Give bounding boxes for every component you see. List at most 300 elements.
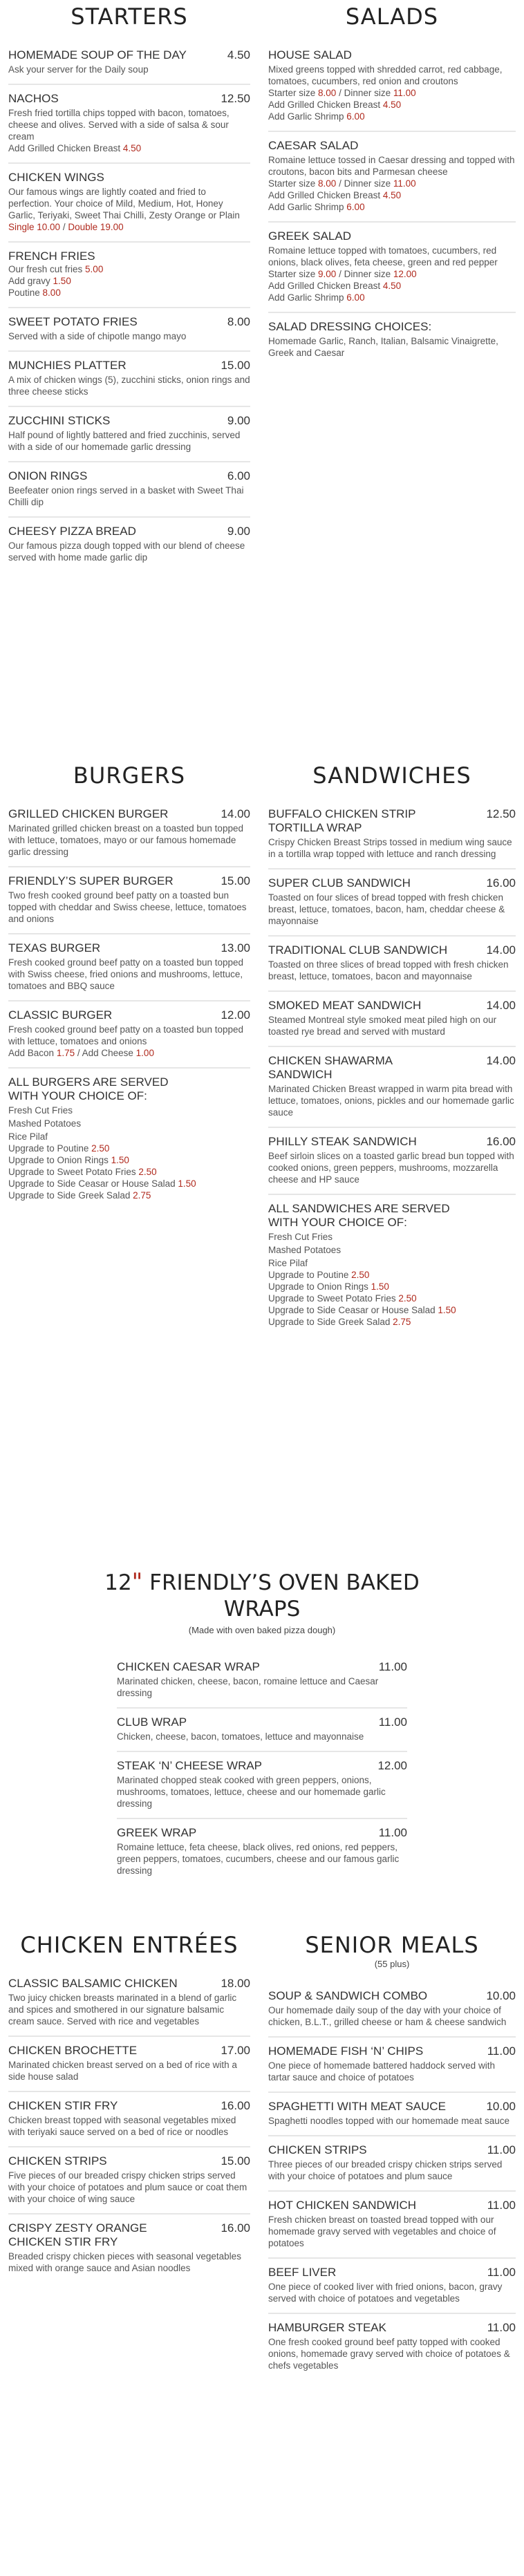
item-name: BUFFALO CHICKEN STRIP TORTILLA WRAP [268,807,416,834]
menu-item [8,518,250,572]
item-head [117,1660,407,1674]
item-description: Marinated grilled chicken breast on a toasted bun topped with lettuce, tomatoes, mayo or our famous homemade garlic dressing [8,823,243,857]
item-name: CHICKEN STRIPS [8,2154,107,2168]
item-name: CRISPY ZESTY ORANGE CHICKEN STIR FRY [8,2221,147,2248]
option-label: Double [68,222,100,232]
item-list [8,1970,250,2282]
option-label: Dinner size [344,88,393,98]
item-price: 11.00 [487,2266,516,2279]
option-price: 6.00 [346,292,365,303]
burgers-section [8,759,250,1336]
item-name: HOMEMADE SOUP OF THE DAY [8,48,187,62]
item-description: Marinated chicken, cheese, bacon, romaine lettuce and Caesar dressing [117,1676,379,1698]
item-head [268,2199,516,2212]
item-price: 12.00 [377,1759,407,1772]
option-separator: / [336,269,344,279]
item-option [268,292,516,303]
item-description: Marinated Chicken Breast wrapped in warm pita bread with lettuce, tomatoes, onions, pickles and our homemade garlic sauce [268,1084,514,1118]
item-name: ZUCCHINI STICKS [8,414,111,427]
item-price: 11.00 [378,1826,407,1839]
option-label: Add gravy [8,276,53,286]
item-name: NACHOS [8,92,59,105]
item-list [268,1982,516,2380]
menu-item [8,85,250,164]
item-head [8,414,250,428]
item-option [8,221,250,233]
item-name: CHICKEN STIR FRY [8,2099,118,2112]
menu-item [268,41,516,132]
option-price: 1.50 [53,276,71,286]
option-label: Dinner size [344,178,393,189]
starters-section [8,0,250,572]
item-name: ALL BURGERS ARE SERVED WITH YOUR CHOICE OF: [8,1075,169,1102]
item-name: SALAD DRESSING CHOICES: [268,320,432,333]
menu-item [8,800,250,867]
item-name: HAMBURGER STEAK [268,2321,386,2334]
item-name: CHICKEN CAESAR WRAP [117,1660,260,1673]
option-label: Add Garlic Shrimp [268,202,347,212]
option-price: 4.50 [382,100,402,110]
item-description: Fresh cooked ground beef patty on a toasted bun topped with lettuce, tomatoes and onions [8,1024,243,1046]
section-subtitle: (55 plus) [374,1959,410,1969]
item-price: 16.00 [486,1135,516,1148]
item-head [268,1989,516,2003]
menu-item [117,1709,407,1752]
item-name: CHICKEN STRIPS [268,2143,367,2156]
option-label: Upgrade to Poutine [8,1143,92,1154]
section-title: SALADS [345,3,439,30]
item-description: Homemade Garlic, Ranch, Italian, Balsamic Vinaigrette, Greek and Caesar [268,336,498,358]
section-title: CHICKEN ENTRÉES [20,1932,238,1958]
sandwiches-section [268,759,516,1336]
item-price: 16.00 [221,2099,250,2112]
item-head [8,469,250,483]
item-name: CLASSIC BURGER [8,1008,113,1022]
wraps-title-line2: WRAPS [223,1597,301,1621]
item-option [8,263,250,275]
option-label: Add Garlic Shrimp [268,111,347,122]
option-price: 2.50 [138,1167,157,1177]
menu-item [268,937,516,992]
item-head [268,876,516,890]
item-head [8,2044,250,2058]
inch-mark: " [131,1568,143,1596]
option-label: Upgrade to Sweet Potato Fries [268,1293,399,1304]
item-description: Fresh cooked ground beef patty on a toasted bun topped with Swiss cheese, fried onions and mushrooms, lettuce, tomatoes and BBQ sauce [8,957,243,991]
item-option [8,1166,250,1178]
option-price: 2.75 [133,1190,151,1201]
option-price: 4.50 [122,143,142,153]
item-description: Our famous wings are lightly coated and fried to perfection. Your choice of Mild, Medium, Hot, Honey Garlic, Teriyaki, Sweet Thai Chilli, Zesty Orange or Plain [8,187,240,220]
wraps-subtitle: (Made with oven baked pizza dough) [188,1625,336,1635]
item-head [8,2221,250,2249]
option-label: Add Cheese [82,1048,136,1058]
option-price: 6.00 [346,111,365,122]
item-description: Spaghetti noodles topped with our homemade meat sauce [268,2116,509,2126]
menu-item [268,132,516,223]
option-label: Upgrade to Side Ceasar or House Salad [268,1305,438,1315]
option-separator: / [60,222,68,232]
item-option [268,1304,516,1316]
band-wraps [0,1569,524,1885]
menu-item [268,869,516,937]
item-head [8,48,250,62]
option-label: Dinner size [344,269,393,279]
item-price: 11.00 [487,2143,516,2156]
option-separator: / [75,1048,82,1058]
option-price: 12.00 [393,269,417,279]
item-description: Fresh Cut Fries [8,1105,73,1116]
item-name: TRADITIONAL CLUB SANDWICH [268,943,448,957]
menu-item [8,1970,250,2037]
item-option [8,1178,250,1190]
item-description: Chicken, cheese, bacon, tomatoes, lettuce and mayonnaise [117,1731,364,1742]
item-description: One fresh cooked ground beef patty topped with cooked onions, homemade gravy served with choice of potatoes & chefs vegetables [268,2337,510,2371]
item-head [268,807,516,835]
item-head [268,999,516,1013]
item-name: GREEK WRAP [117,1826,197,1839]
item-option [268,1292,516,1304]
item-name: CAESAR SALAD [268,139,359,152]
item-head [268,48,516,62]
item-price: 11.00 [487,2044,516,2058]
option-price: 2.50 [398,1293,417,1304]
item-description: Fresh chicken breast on toasted bread topped with our homemade gravy served with vegetables and choice of potatoes [268,2215,496,2248]
item-price: 11.00 [487,2199,516,2212]
item-name: SMOKED MEAT SANDWICH [268,999,422,1012]
item-list [8,41,250,572]
item-description: Rice Pilaf [8,1131,48,1142]
item-price: 18.00 [221,1977,250,1990]
option-label: Upgrade to Side Greek Salad [8,1190,133,1201]
item-price: 12.50 [486,807,516,820]
item-head [268,320,516,334]
item-description: Half pound of lightly battered and fried zucchinis, served with a side of our homemade garlic dressing [8,430,241,452]
item-name: HOT CHICKEN SANDWICH [268,2199,417,2212]
option-price: 1.50 [178,1178,196,1189]
option-label: Starter size [268,178,319,189]
item-name: CHEESY PIZZA BREAD [8,525,136,538]
item-name: SPAGHETTI WITH MEAT SAUCE [268,2100,446,2113]
item-name: CHICKEN SHAWARMA SANDWICH [268,1054,393,1081]
item-option [268,178,516,189]
item-description: A mix of chicken wings (5), zucchini sticks, onion rings and three cheese sticks [8,375,250,397]
section-title: SENIOR MEALS [305,1932,479,1958]
item-option [8,275,250,287]
item-head [268,2143,516,2157]
item-name: MUNCHIES PLATTER [8,359,127,372]
option-label: Upgrade to Onion Rings [268,1281,371,1292]
item-name: ONION RINGS [8,469,88,482]
option-label: Upgrade to Side Greek Salad [268,1317,393,1327]
option-label: Starter size [268,269,319,279]
option-price: 1.50 [111,1155,129,1165]
item-description: Breaded crispy chicken pieces with seasonal vegetables mixed with orange sauce and Asian noodles [8,2251,241,2273]
menu-item [8,2037,250,2092]
option-label: Add Grilled Chicken Breast [268,190,383,200]
menu-item [117,1819,407,1885]
menu-item [268,992,516,1047]
item-price: 16.00 [486,876,516,890]
item-name: BEEF LIVER [268,2266,337,2279]
item-description: Crispy Chicken Breast Strips tossed in medium wing sauce in a tortilla wrap topped with lettuce and ranch dressing [268,837,512,859]
option-label: Add Grilled Chicken Breast [8,143,123,153]
item-description: Rice Pilaf [268,1258,308,1268]
item-head [8,2154,250,2168]
section-title: BURGERS [73,762,186,789]
item-option [268,280,516,292]
menu-item [8,2092,250,2147]
option-label: Upgrade to Onion Rings [8,1155,111,1165]
item-option [268,1269,516,1281]
menu-item [117,1752,407,1819]
item-head [8,1977,250,1991]
section-title: SANDWICHES [312,762,471,789]
item-option [268,111,516,122]
item-description: Steamed Montreal style smoked meat piled high on our toasted rye bread and served with mustard [268,1015,497,1037]
option-price: 1.75 [56,1048,75,1058]
item-head [8,941,250,955]
option-price: 8.00 [318,88,337,98]
item-description: Our famous pizza dough topped with our blend of cheese served with home made garlic dip [8,540,245,563]
item-head [8,874,250,888]
menu-item [268,2314,516,2380]
menu-item [268,2093,516,2136]
item-description: Marinated chopped steak cooked with green peppers, onions, mushrooms, tomatoes, lettuce, cheese and our homemade garlic dressing [117,1775,386,1809]
item-list [117,1653,407,1885]
item-head [268,1135,516,1149]
option-label: Upgrade to Sweet Potato Fries [8,1167,139,1177]
item-price: 16.00 [221,2221,250,2235]
item-name: STEAK ‘N’ CHEESE WRAP [117,1759,263,1772]
item-head [8,250,250,263]
item-price: 14.00 [221,807,250,820]
item-price: 10.00 [486,1989,516,2002]
salads-section [268,0,516,572]
item-price: 14.00 [486,999,516,1012]
menu-item [8,308,250,352]
item-head [8,807,250,821]
item-option [8,1143,250,1154]
wraps-title [0,1569,524,1622]
item-name: ALL SANDWICHES ARE SERVED WITH YOUR CHOICE OF: [268,1202,450,1229]
option-price: 10.00 [37,222,61,232]
item-name: HOMEMADE FISH ‘N’ CHIPS [268,2044,424,2058]
item-head [8,1008,250,1022]
item-head [8,92,250,106]
band-burgers-sandwiches [0,759,524,1336]
item-option [268,189,516,201]
item-description: Beef sirloin slices on a toasted garlic bread bun topped with cooked onions, green peppers, mushrooms, mozzarella cheese and HP sauce [268,1151,514,1185]
menu-item [117,1653,407,1709]
item-head [8,2099,250,2113]
item-head [268,1202,516,1230]
option-price: 1.50 [371,1281,389,1292]
item-name: SUPER CLUB SANDWICH [268,876,411,890]
item-price: 11.00 [378,1660,407,1673]
option-price: 2.50 [351,1270,370,1280]
menu-item [8,41,250,85]
menu-item [268,800,516,869]
item-price: 9.00 [227,414,250,427]
menu-item [8,867,250,934]
option-label: Single [8,222,37,232]
item-head [117,1715,407,1729]
item-description: One piece of homemade battered haddock served with tartar sauce and choice of potatoes [268,2060,495,2083]
item-name: SWEET POTATO FRIES [8,315,138,328]
menu-item [8,1002,250,1069]
menu-item [268,1195,516,1336]
item-description: Romaine lettuce topped with tomatoes, cucumbers, red onions, black olives, feta cheese, green and red pepper [268,245,498,267]
item-description: Fresh fried tortilla chips topped with bacon, tomatoes, cheese and olives. Served with a side of salsa & sour cream [8,108,230,142]
item-description: Two juicy chicken breasts marinated in a blend of garlic and spices and smothered in our signature balsamic cream sauce. Served with rice and vegetables [8,1993,237,2027]
item-name: SOUP & SANDWICH COMBO [268,1989,428,2002]
item-head [117,1759,407,1773]
item-price: 15.00 [221,874,250,887]
item-price: 12.50 [221,92,250,105]
item-description: Three pieces of our breaded crispy chicken strips served with your choice of potatoes and plum sauce [268,2159,503,2181]
item-price: 15.00 [221,359,250,372]
item-name: FRIENDLY’S SUPER BURGER [8,874,174,887]
band-entrees-senior [0,1928,524,2380]
item-description: Romaine lettuce tossed in Caesar dressing and topped with croutons, bacon bits and Parmesan cheese [268,155,515,177]
menu-item [268,2136,516,2192]
item-description: Beefeater onion rings served in a basket with Sweet Thai Chilli dip [8,485,244,507]
item-description: Toasted on three slices of bread topped with fresh chicken breast, lettuce, tomatoes, bacon and mayonnaise [268,959,509,981]
item-list [8,800,250,1210]
option-separator: / [336,88,344,98]
option-price: 1.50 [438,1305,456,1315]
menu-item [8,243,250,308]
item-price: 14.00 [486,1054,516,1067]
menu-item [8,407,250,462]
menu-item [8,2147,250,2215]
item-description: Mashed Potatoes [268,1245,341,1255]
item-price: 11.00 [378,1715,407,1729]
item-name: HOUSE SALAD [268,48,352,62]
item-option [8,287,250,299]
item-name: PHILLY STEAK SANDWICH [268,1135,417,1148]
option-price: 8.00 [318,178,337,189]
option-label: Add Bacon [8,1048,57,1058]
item-price: 11.00 [487,2321,516,2334]
item-head [268,2100,516,2114]
option-price: 11.00 [393,178,416,189]
item-head [268,943,516,957]
option-label: Upgrade to Poutine [268,1270,352,1280]
item-price: 13.00 [221,941,250,955]
section-title: STARTERS [71,3,188,30]
item-name: CLASSIC BALSAMIC CHICKEN [8,1977,178,1990]
item-option [268,1316,516,1328]
option-price: 1.00 [135,1048,154,1058]
item-head [268,139,516,153]
option-price: 4.50 [382,190,402,200]
band-starters-salads [0,0,524,572]
menu-item [268,1982,516,2038]
option-price: 19.00 [100,222,124,232]
item-price: 8.00 [227,315,250,328]
item-name: GRILLED CHICKEN BURGER [8,807,169,820]
item-option [8,1190,250,1201]
item-name: FRENCH FRIES [8,250,95,263]
menu-item [8,164,250,243]
item-description: One piece of cooked liver with fried onions, bacon, gravy served with choice of potatoes and vegetables [268,2282,503,2304]
item-description: Two fresh cooked ground beef patty on a toasted bun topped with cheddar and Swiss cheese, lettuce, tomatoes and onions [8,890,247,924]
item-option [8,1154,250,1166]
option-label: Add Garlic Shrimp [268,292,347,303]
item-description: Served with a side of chipotle mango mayo [8,331,187,341]
item-head [8,315,250,329]
menu-item [268,223,516,313]
item-head [117,1826,407,1840]
item-price: 17.00 [221,2044,250,2057]
option-price: 4.50 [382,281,402,291]
item-price: 4.50 [227,48,250,62]
item-head [8,1075,250,1103]
item-list [268,41,516,367]
item-description: Fresh Cut Fries [268,1232,333,1242]
item-name: CHICKEN BROCHETTE [8,2044,138,2057]
option-price: 2.50 [91,1143,110,1154]
item-option [268,201,516,213]
option-price: 5.00 [85,264,104,274]
item-head [8,359,250,373]
item-price: 9.00 [227,525,250,538]
item-price: 15.00 [221,2154,250,2168]
item-description: Mixed greens topped with shredded carrot, red cabbage, tomatoes, cucumbers, red onion and croutons [268,64,503,86]
item-head [268,229,516,243]
item-name: GREEK SALAD [268,229,351,243]
item-description: Five pieces of our breaded crispy chicken strips served with your choice of potatoes and plum sauce or coat them with your choice of wing sauce [8,2170,247,2204]
item-description: Toasted on four slices of bread topped with fresh chicken breast, lettuce, tomatoes, bacon, ham, cheddar cheese & mayonnaise [268,892,505,926]
option-label: Our fresh cut fries [8,264,86,274]
menu-item [268,2259,516,2314]
senior-section [268,1928,516,2380]
item-price: 14.00 [486,943,516,957]
item-name: CLUB WRAP [117,1715,187,1729]
wraps-title-text: FRIENDLY’S OVEN BAKED [142,1570,420,1595]
option-price: 2.75 [393,1317,411,1327]
option-separator: / [336,178,344,189]
item-option [8,142,250,154]
wraps-title-size: 12 [104,1570,132,1595]
option-price: 6.00 [346,202,365,212]
item-description: Our homemade daily soup of the day with your choice of chicken, B.L.T., grilled cheese or ham & cheese sandwich [268,2005,507,2027]
item-price: 12.00 [221,1008,250,1022]
option-price: 8.00 [42,288,61,298]
option-label: Poutine [8,288,43,298]
item-option [268,1281,516,1292]
entrees-section [8,1928,250,2380]
item-head [268,1054,516,1082]
menu-item [268,1128,516,1195]
option-label: Add Grilled Chicken Breast [268,281,383,291]
option-label: Add Grilled Chicken Breast [268,100,383,110]
menu-item [268,313,516,367]
item-option [268,87,516,99]
menu-item [8,352,250,407]
menu-item [268,1047,516,1128]
menu-item [268,2038,516,2093]
menu-item [8,934,250,1002]
option-label: Upgrade to Side Ceasar or House Salad [8,1178,178,1189]
item-option [268,99,516,111]
option-price: 9.00 [318,269,337,279]
menu-item [8,1069,250,1210]
item-head [268,2321,516,2335]
item-description: Mashed Potatoes [8,1118,82,1129]
